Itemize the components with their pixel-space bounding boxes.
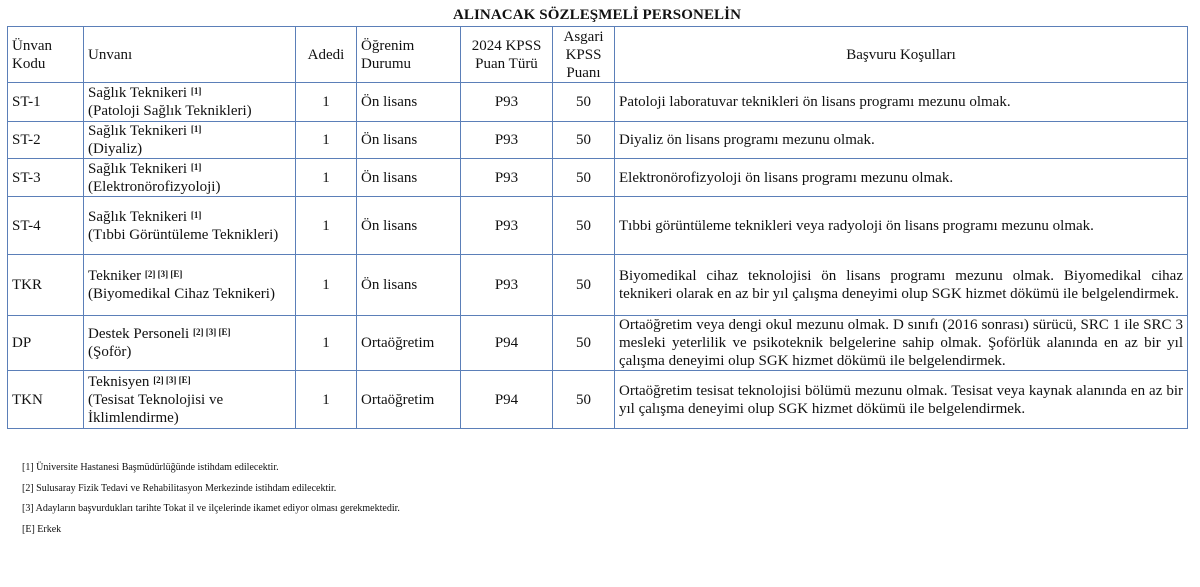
cell-code: TKR bbox=[8, 255, 84, 316]
cell-code: ST-1 bbox=[8, 83, 84, 122]
header-count: Adedi bbox=[296, 27, 357, 83]
cell-education: Ön lisans bbox=[357, 197, 461, 255]
title-sub: (Tıbbi Görüntüleme Teknikleri) bbox=[88, 226, 279, 243]
cell-count: 1 bbox=[296, 122, 357, 159]
cell-count: 1 bbox=[296, 197, 357, 255]
footnotes bbox=[22, 458, 400, 540]
cell-kpss-type: P94 bbox=[461, 371, 553, 429]
cell-conditions: Diyaliz ön lisans programı mezunu olmak. bbox=[615, 122, 1188, 159]
cell-title bbox=[84, 122, 296, 159]
title-sub: (Patoloji Sağlık Teknikleri) bbox=[88, 103, 252, 119]
cell-conditions: Tıbbi görüntüleme teknikleri veya radyoloji ön lisans programı mezunu olmak. bbox=[615, 197, 1188, 255]
cell-min-score: 50 bbox=[553, 83, 615, 122]
header-min-score: Asgari KPSS Puanı bbox=[553, 27, 615, 83]
footnote: [2] Sulusaray Fizik Tedavi ve Rehabilitasyon Merkezinde istihdam edilecektir. bbox=[22, 482, 337, 494]
title-sub: (Şoför) bbox=[88, 344, 132, 360]
title-sub: (Elektronörofizyoloji) bbox=[88, 178, 221, 195]
cell-count: 1 bbox=[296, 316, 357, 371]
cell-min-score: 50 bbox=[553, 159, 615, 197]
cell-min-score: 50 bbox=[553, 122, 615, 159]
page-title: ALINACAK SÖZLEŞMELİ PERSONELİN bbox=[452, 7, 742, 23]
title-main: Sağlık Teknikeri bbox=[88, 160, 188, 177]
cell-count: 1 bbox=[296, 83, 357, 122]
header-row bbox=[8, 27, 1188, 83]
cell-min-score: 50 bbox=[553, 255, 615, 316]
cell-kpss-type: P93 bbox=[461, 255, 553, 316]
personnel-table bbox=[7, 26, 1188, 429]
cell-education: Ön lisans bbox=[357, 255, 461, 316]
footnote: [1] Üniversite Hastanesi Başmüdürlüğünde istihdam edilecektir. bbox=[22, 462, 279, 473]
cell-conditions: Elektronörofizyoloji ön lisans programı mezunu olmak. bbox=[615, 159, 1188, 197]
cell-code: ST-3 bbox=[8, 159, 84, 197]
title-main: Sağlık Teknikeri bbox=[88, 208, 188, 225]
title-main: Sağlık Teknikeri bbox=[88, 85, 188, 101]
footnote-refs: [2] [3] [E] bbox=[192, 327, 231, 337]
cell-education: Ortaöğretim bbox=[357, 316, 461, 371]
cell-kpss-type: P93 bbox=[461, 197, 553, 255]
footnote-refs: [1] bbox=[190, 209, 202, 220]
cell-min-score: 50 bbox=[553, 197, 615, 255]
title-sub: (Biyomedikal Cihaz Teknikeri) bbox=[88, 286, 275, 302]
cell-education: Ön lisans bbox=[357, 83, 461, 122]
header-kpss-type: 2024 KPSS Puan Türü bbox=[461, 27, 553, 83]
cell-education: Ortaöğretim bbox=[357, 371, 461, 429]
cell-code: ST-2 bbox=[8, 122, 84, 159]
cell-title bbox=[84, 316, 296, 371]
cell-title bbox=[84, 83, 296, 122]
footnote-refs: [1] bbox=[190, 124, 202, 134]
footnote-refs: [2] [3] [E] bbox=[144, 269, 183, 279]
cell-count: 1 bbox=[296, 159, 357, 197]
title-sub: (Diyaliz) bbox=[88, 141, 143, 157]
title-main: Sağlık Teknikeri bbox=[88, 123, 188, 139]
cell-title bbox=[84, 255, 296, 316]
cell-conditions: Patoloji laboratuvar teknikleri ön lisans programı mezunu olmak. bbox=[615, 83, 1188, 122]
header-conditions: Başvuru Koşulları bbox=[615, 27, 1188, 83]
header-code: Ünvan Kodu bbox=[8, 27, 84, 83]
title-main: Destek Personeli bbox=[88, 326, 190, 342]
table-row bbox=[8, 122, 1188, 159]
footnote: [3] Adayların başvurdukları tarihte Tokat il ve ilçelerinde ikamet ediyor olması gerekmektedir. bbox=[22, 503, 400, 514]
cell-code: ST-4 bbox=[8, 197, 84, 255]
cell-code: DP bbox=[8, 316, 84, 371]
title-main: Teknisyen bbox=[88, 373, 150, 390]
cell-code: TKN bbox=[8, 371, 84, 429]
table-row bbox=[8, 371, 1188, 429]
header-education: Öğrenim Durumu bbox=[357, 27, 461, 83]
cell-count: 1 bbox=[296, 255, 357, 316]
title-main: Tekniker bbox=[88, 268, 142, 284]
cell-count: 1 bbox=[296, 371, 357, 429]
cell-education: Ön lisans bbox=[357, 122, 461, 159]
footnote-refs: [2] [3] [E] bbox=[153, 374, 191, 385]
cell-title bbox=[84, 371, 296, 429]
table-row bbox=[8, 255, 1188, 316]
cell-education: Ön lisans bbox=[357, 159, 461, 197]
cell-conditions: Ortaöğretim veya dengi okul mezunu olmak. D sınıfı (2016 sonrası) sürücü, SRC 1 ile SRC 3 mesleki yeterlilik ve psikoteknik belgelerine sahip olmak. Şoförlük alanında en az bir yıl çalışma deneyimi olup SGK hizmet dökümü ile belgelendirmek. bbox=[615, 316, 1188, 371]
table-row bbox=[8, 197, 1188, 255]
cell-min-score: 50 bbox=[553, 316, 615, 371]
table-row bbox=[8, 83, 1188, 122]
cell-conditions: Biyomedikal cihaz teknolojisi ön lisans programı mezunu olmak. Biyomedikal cihaz teknikeri olarak en az bir yıl çalışma deneyimi olup SGK hizmet dökümü ile belgelendirmek. bbox=[615, 255, 1188, 316]
header-title: Unvanı bbox=[84, 27, 296, 83]
cell-kpss-type: P93 bbox=[461, 83, 553, 122]
cell-title bbox=[84, 159, 296, 197]
cell-kpss-type: P93 bbox=[461, 122, 553, 159]
cell-kpss-type: P93 bbox=[461, 159, 553, 197]
title-sub: (Tesisat Teknolojisi ve İklimlendirme) bbox=[88, 391, 224, 426]
table-row bbox=[8, 159, 1188, 197]
footnote-refs: [1] bbox=[190, 86, 202, 96]
cell-min-score: 50 bbox=[553, 371, 615, 429]
footnote: [E] Erkek bbox=[22, 523, 62, 535]
cell-kpss-type: P94 bbox=[461, 316, 553, 371]
footnote-refs: [1] bbox=[190, 161, 202, 172]
table-row bbox=[8, 316, 1188, 371]
cell-conditions: Ortaöğretim tesisat teknolojisi bölümü mezunu olmak. Tesisat veya kaynak alanında en az bir yıl çalışma deneyimi olup SGK hizmet dökümü ile belgelendirmek. bbox=[615, 371, 1188, 429]
cell-title bbox=[84, 197, 296, 255]
